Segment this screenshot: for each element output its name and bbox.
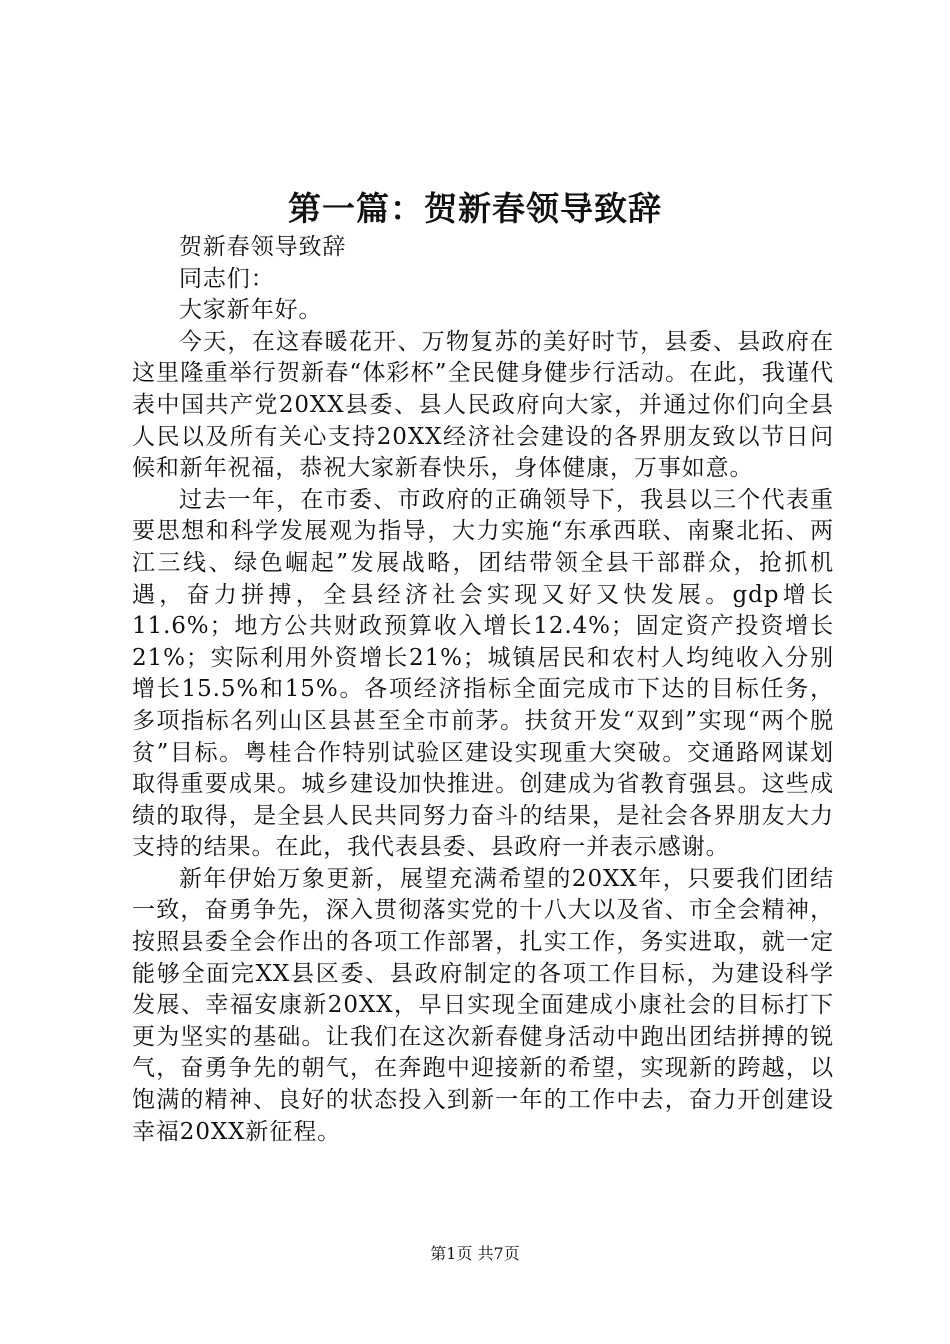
document-title: 第一篇：贺新春领导致辞 [288, 189, 662, 228]
page-number-footer: 第1页 共7页 [430, 1244, 520, 1263]
paragraph-salutation: 同志们： [179, 265, 275, 292]
paragraph-subtitle: 贺新春领导致辞 [179, 234, 347, 260]
paragraph-greeting: 大家新年好。 [179, 297, 323, 324]
paragraph-opening: 今天，在这春暖花开、万物复苏的美好时节，县委、县政府在这里隆重举行贺新春“体彩杯”全民健身健步行活动。在此，我谨代表中国共产党20XX县委、县人民政府向大家，并通过你们向全县人民以及所有关心支持20XX经济社会建设的各界朋友致以节日问候和新年祝福，恭祝大家新春快乐，身体健康，万事如意。 [132, 328, 834, 482]
paragraph-outlook: 新年伊始万象更新，展望充满希望的20XX年，只要我们团结一致，奋勇争先，深入贯彻落实党的十八大以及省、市全会精神，按照县委全会作出的各项工作部署，扎实工作，务实进取，就一定能够全面完XX县区委、县政府制定的各项工作目标，为建设科学发展、幸福安康新20XX，早日实现全面建成小康社会的目标打下更为坚实的基础。让我们在这次新春健身活动中跑出团结拼搏的锐气，奋勇争先的朝气，在奔跑中迎接新的希望，实现新的跨越，以饱满的精神、良好的状态投入到新一年的工作中去，奋力开创建设幸福20XX新征程。 [132, 865, 834, 1145]
document-body [132, 232, 834, 1148]
paragraph-review: 过去一年，在市委、市政府的正确领导下，我县以三个代表重要思想和科学发展观为指导，大力实施“东承西联、南聚北拓、两江三线、绿色崛起”发展战略，团结带领全县干部群众，抢抓机遇，奋力拼搏，全县经济社会实现又好又快发展。gdp增长11.6%；地方公共财政预算收入增长12.4%；固定资产投资增长21%；实际利用外资增长21%；城镇居民和农村人均纯收入分别增长15.5%和15%。各项经济指标全面完成市下达的目标任务，多项指标名列山区县甚至全市前茅。扶贫开发“双到”实现“两个脱贫”目标。粤桂合作特别试验区建设实现重大突破。交通路网谋划取得重要成果。城乡建设加快推进。创建成为省教育强县。这些成绩的取得，是全县人民共同努力奋斗的结果，是社会各界朋友大力支持的结果。在此，我代表县委、县政府一并表示感谢。 [132, 486, 834, 861]
